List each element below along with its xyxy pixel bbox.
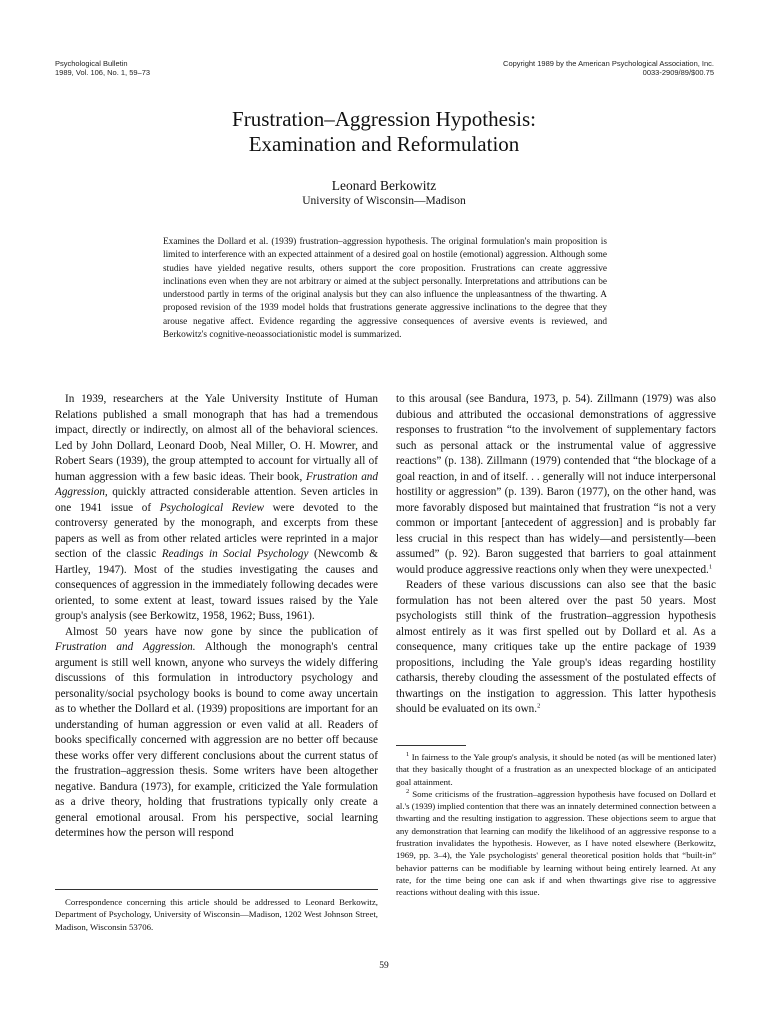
volume-info: 1989, Vol. 106, No. 1, 59–73 bbox=[55, 68, 151, 77]
correspondence-note bbox=[55, 896, 378, 933]
correspondence-text: Correspondence concerning this article should be addressed to Leonard Berkowitz, Department of Psychology, University of Wisconsin—Madison, 1202 West Johnson Street, Madison, Wisconsin 53706. bbox=[55, 897, 378, 932]
left-column bbox=[55, 392, 378, 842]
footnote-marker: 1 bbox=[406, 751, 410, 759]
body-paragraph bbox=[55, 392, 378, 625]
text-run: In 1939, researchers at the Yale University Institute of Human Relations published a small monograph that has had a tremendous impact, directly or indirectly, on almost all of the behavioral sciences. Led by John Dollard, Leonard Doob, Neal Miller, O. H. Mowrer, and Robert Sears (1939), the group attempted to account for virtually all of human aggression with a few basic ideas. Their book, bbox=[55, 393, 378, 483]
author-name: Leonard Berkowitz bbox=[331, 178, 437, 193]
italic-title: Frustration and Aggression. bbox=[55, 641, 196, 653]
text-run: (Newcomb & Hartley, 1947). Most of the studies investigating the causes and consequences of aggression in the immediately following decades were oriented, to some extent at least, toward issues raised by the Yale group's analysis (see Berkowitz, 1958, 1962; Buss, 1961). bbox=[55, 548, 378, 622]
journal-header bbox=[55, 59, 150, 77]
text-run: to this arousal (see Bandura, 1973, p. 54). Zillmann (1979) was also dubious and attributed the occasional demonstrations of aggressive responses to frustration “to the involvement of supplementary factors such as personal attack or the instrumental value of aggressive reactions” (p. 138). Zillmann (1979) contended that “the blockage of a goal reaction, in and of itself. . . generally will not induce interpersonal hostility or aggression” (p. 139). Baron (1977), on the other hand, was more favorably disposed but maintained that frustration “is not a very common or important [antecedent of aggression] and is probably far less crucial in this respect than has widely—and persistently—been assumed” (p. 92). Baron suggested that barriers to goal attainment would produce aggressive reactions only when they were unexpected. bbox=[396, 393, 716, 576]
footnote-ref: 2 bbox=[537, 702, 541, 710]
text-run: Although the monograph's central argument is still well known, anyone who surveys the widely differing discussions of this formulation in introductory psychology and personality/social psychology books is bound to come away uncertain as to whether the Dollard et al. (1939) propositions are important for an understanding of human aggression or even valid at all. Readers of books specifically concerned with aggression are no better off because these works offer very different conclusions about the current status of the frustration–aggression thesis. Some writers have been altogether negative. Bandura (1973), for example, criticized the Yale formulation as a drive theory, holding that frustrations typically only create a general emotional arousal. From his perspective, social learning determines how the person will respond bbox=[55, 641, 378, 839]
author-affiliation: University of Wisconsin—Madison bbox=[302, 195, 466, 207]
abstract: Examines the Dollard et al. (1939) frustration–aggression hypothesis. The original formulation's main proposition is limited to interference with an expected attainment of a desired goal on hostile (emotional) aggression. Although some studies have yielded negative results, others support the core proposition. Frustrations can create aggressive inclinations even when they are not arbitrary or aimed at the subject personally. Interpretations and attributions can be understood partly in terms of the original analysis but they can also influence the unpleasantness of the thwarting. A proposed revision of the 1939 model holds that frustrations generate aggressive inclinations to the degree that they arouse negative affect. Evidence regarding the aggressive consequences of aversive events is reviewed, and Berkowitz's cognitive-neoassociationistic model is summarized. bbox=[163, 237, 607, 341]
italic-title: Readings in Social Psychology bbox=[161, 548, 309, 560]
journal-name: Psychological Bulletin bbox=[55, 59, 128, 68]
page-number: 59 bbox=[379, 961, 389, 971]
text-run: Readers of these various discussions can also see that the basic formulation has not been altered over the past 50 years. Most psychologists still think of the frustration–aggression hypothesis almost entirely as it was first spelled out by Dollard et al. As a consequence, many critiques take up the entire package of 1939 propositions, including the Yale group's ideas regarding hostility catharsis, thereby clouding the assessment of the postulated effects of thwartings on the instigation to aggression. This latter hypothesis should be evaluated on its own. bbox=[396, 579, 716, 715]
footnote-2 bbox=[396, 788, 716, 899]
footnote-ref: 1 bbox=[708, 562, 713, 570]
footnote-marker: 2 bbox=[406, 787, 410, 795]
title-line-1: Frustration–Aggression Hypothesis: bbox=[232, 107, 536, 131]
right-column bbox=[396, 392, 716, 718]
footnote-divider bbox=[396, 745, 466, 746]
italic-title: Psychological Review bbox=[159, 501, 264, 514]
footnotes bbox=[396, 751, 716, 899]
body-paragraph bbox=[55, 625, 378, 842]
text-run: were devoted to the controversy generated by the monograph, and excerpts from these papers as well as from other related articles were reprinted in a major section of the classic bbox=[55, 501, 378, 560]
title-line-2: Examination and Reformulation bbox=[248, 132, 520, 156]
body-paragraph bbox=[396, 578, 716, 718]
article-code: 0033-2909/89/$00.75 bbox=[642, 68, 714, 77]
footnote-text: In fairness to the Yale group's analysis, it should be noted (as will be mentioned later) that they basically thought of a frustration as an unexpected blockage of an anticipated goal attainment. bbox=[396, 752, 716, 787]
text-run: Almost 50 years have now gone by since the publication of bbox=[65, 625, 378, 638]
article-title bbox=[0, 107, 768, 157]
body-paragraph bbox=[396, 392, 716, 578]
footnote-text: Some criticisms of the frustration–aggression hypothesis have focused on Dollard et al.'s (1939) implied contention that there was an innately determined connection between a thwarting and the resulting instigation to aggression. These objections seem to argue that any demonstration that learning can modify the likelihood of an aggressive response to a frustration invalidates the hypothesis. However, as I have noted elsewhere (Berkowitz, 1969, pp. 3–4), the Yale psychologists' general theoretical position holds that “built-in” behavior patterns can be modifiable by learning without being entirely learned. At any rate, for the time being one can ask if and when thwartings give rise to aggressive reactions without dealing with this issue. bbox=[396, 788, 717, 898]
footnote-1 bbox=[396, 751, 716, 788]
copyright-header bbox=[503, 59, 714, 77]
text-run: quickly attracted considerable attention. Seven articles in one 1941 issue of bbox=[55, 486, 378, 514]
correspondence-divider bbox=[55, 889, 378, 890]
italic-title: Frustration and Aggression, bbox=[55, 470, 378, 498]
copyright-notice: Copyright 1989 by the American Psychological Association, Inc. bbox=[503, 59, 714, 68]
